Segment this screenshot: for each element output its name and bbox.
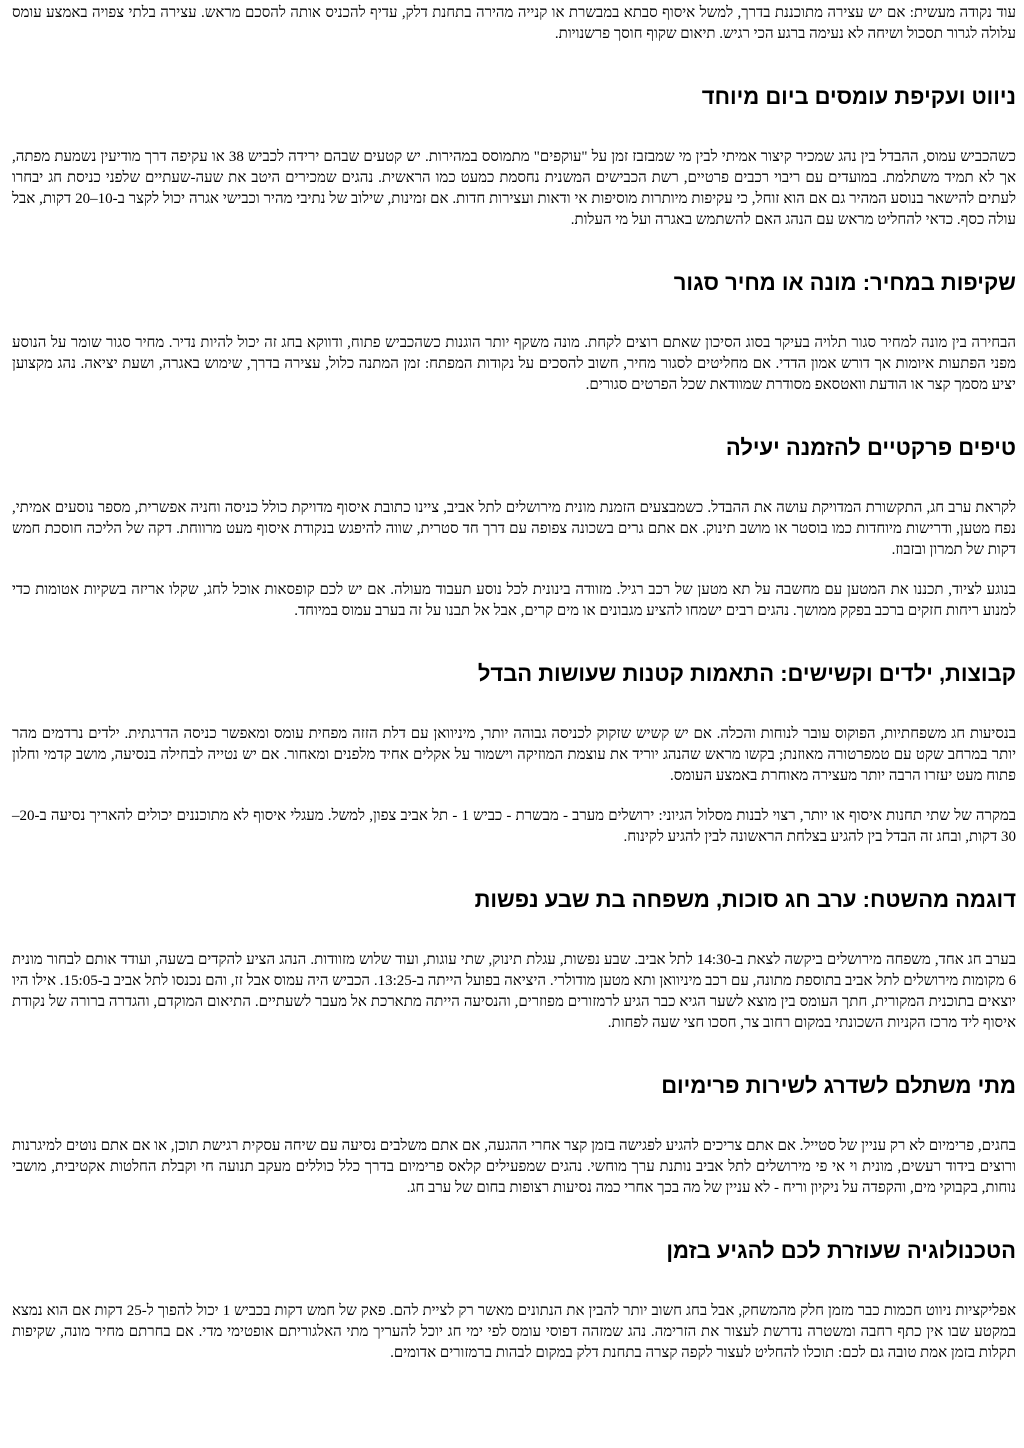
- section-paragraph: בנסיעות חג משפחתיות, הפוקוס עובר לנוחות והכלה. אם יש קשיש שזקוק לכניסה גבוהה יותר, מיניוואן עם דלת הזזה מפחית עומס ומאפשר כניסה הדרגתית. ילדים נרדמים מהר יותר במרחב שקט עם טמפרטורה מאוזנת; בקשו מראש שהנהג יוריד את עוצמת המוזיקה וישמור על אקלים אחיד מלפנים ומאחור. אם יש נטייה לבחילה בנסיעה, מושב קדמי וחלון פתוח מעט יעזרו הרבה יותר מעצירה מאוחרת באמצע העומס.: [12, 726, 1016, 784]
- section-paragraph: במקרה של שתי תחנות איסוף או יותר, רצוי לבנות מסלול הגיוני: ירושלים מערב - מבשרת - כביש 1 - תל אביב צפון, למשל. מעגלי איסוף לא מתוכננים יכולים להאריך נסיעה ב-20–30 דקות, ובחג זה הבדל בין להגיע בצלחת הראשונה לבין להגיע לקינוח.: [12, 808, 1016, 845]
- section-heading: ניווט ועקיפת עומסים ביום מיוחד: [701, 84, 1016, 109]
- section-paragraph: לקראת ערב חג, התקשורת המדויקת עושה את ההבדל. כשמבצעים הזמנת מונית מירושלים לתל אביב, ציינו כתובת איסוף מדויקת כולל כניסה וחניה אפשרית, מספר נוסעים אמיתי, נפח מטען, ודרישות מיוחדות כמו בוסטר או מושב תינוק. אם אתם גרים בשכונה צפופה עם דרך חד סטרית, שווה להיפגש בנקודת איסוף מעט מרווחת. דקה של הליכה חוסכת חמש דקות של תמרון ובזבוז.: [12, 500, 1016, 558]
- section-paragraph: בנוגע לציוד, תכננו את המטען עם מחשבה על תא מטען של רכב רגיל. מזוודה בינונית לכל נוסע תעבוד מעולה. אם יש לכם קופסאות אוכל לחג, שקלו אריזה בשקיות אטומות כדי למנוע ריחות חזקים ברכב בפקק ממושך. נהגים רבים ישמחו להציע מגבונים או מים קרים, אבל אל תבנו על זה בערב עמוס במיוחד.: [12, 582, 1016, 619]
- section-price-transparency: [12, 268, 1016, 396]
- section-paragraph: כשהכביש עמוס, ההבדל בין נהג שמכיר קיצור אמיתי לבין מי שמבזבז זמן על "עוקפים" מתמוסס במהירות. יש קטעים שבהם ירידה לכביש 38 או עקיפה דרך מודיעין נשמעת מפתה, אך לא תמיד משתלמת. במועדים עם ריבוי רכבים פרטיים, רשת הכבישים המשנית נחסמת כמעט כמו הראשית. נהגים שמכירים היטב את שעה-שעתיים שלפני כניסת חג יבחרו לעתים להישאר בנוסע המהיר גם אם הוא זוחל, כי עקיפות מיותרות מוסיפות אי ודאות ועצירות חדות. אם זמינות, שילוב של נתיבי מהיר וכבישי אגרה יכול לקצר ב-10–20 דקות, אבל עולה כסף. כדאי להחליט מראש עם הנהג האם להשתמש באגרה ועל מי העלות.: [12, 149, 1016, 228]
- intro-paragraph: עוד נקודה מעשית: אם יש עצירה מתוכננת בדרך, למשל איסוף סבתא במבשרת או קנייה מהירה בתחנת דלק, עדיף להכניס אותה להסכם מראש. עצירה בלתי צפויה באמצע עומס עלולה לגרור תסכול ושיחה לא נעימה ברגע הכי רגיש. תיאום שקוף חוסך פרשנויות.: [12, 5, 1016, 42]
- section-heading: דוגמה מהשטח: ערב חג סוכות, משפחה בת שבע נפשות: [474, 887, 1016, 912]
- section-paragraph: אפליקציות ניווט חכמות כבר מזמן חלק מהמשחק, אבל בחג חשוב יותר להבין את הנתונים מאשר רק לציית להם. פאק של חמש דקות בכביש 1 יכול להפוך ל-25 דקות אם הוא נמצא במקטע שבו אין כתף רחבה ומשטרה נדרשת לעצור את הזרימה. נהג שמזהה דפוסי עומס לפי ימי חג יוכל להעריך מתי האלגוריתם אופטימי מדי. אם בחרתם מחיר מונה, שקיפות תקלות בזמן אמת טובה גם לכם: תוכלו להחליט לעצור לקפה קצרה בתחנת דלק במקום לבהות ברמזורים אדומים.: [12, 1303, 1017, 1361]
- section-heading: קבוצות, ילדים וקשישים: התאמות קטנות שעושות הבדל: [477, 661, 1016, 686]
- section-paragraph: בערב חג אחד, משפחה מירושלים ביקשה לצאת ב-14:30 לתל אביב. שבע נפשות, עגלת תינוק, שתי עוגות, ועוד שלוש מזוודות. הנהג הציע להקדים בשעה, ועודד אותם לבחור מונית 6 מקומות מירושלים לתל אביב בתוספת מתונה, עם רכב מיניוואן ותא מטען מודולרי. היציאה בפועל הייתה ב-13:25. הכביש היה עמוס אבל זז, והם נכנסו לתל אביב ב-15:05. אילו היו יוצאים בתוכנית המקורית, חתך העומס בין מוצא לשער הגיא כבר הגיע לרמזורים מפוזרים, והנסיעה הייתה מתארכת אל מעבר לשעתיים. התיאום המוקדם, והגדרה ברורה של נקודת איסוף ליד מרכז הקניות השכונתי במקום רחוב צר, חסכו חצי שעה לפחות.: [12, 952, 1016, 1031]
- section-paragraph: הבחירה בין מונה למחיר סגור תלויה בעיקר בסוג הסיכון שאתם רוצים לקחת. מונה משקף יותר הוגנות כשהכביש פתוח, ודווקא בחג זה יכול להיות נדיר. מחיר סגור שומר על הנוסע מפני הפתעות איומות אך דורש אמון הדדי. אם מחליטים לסגור מחיר, חשוב להסכים על נקודות המפתח: זמן המתנה כלול, עצירה בדרך, שימוש באגרה, ושעת יציאה. נהג מקצוען יציע מסמך קצר או הודעת וואטסאפ מסודרת שמוודאת שכל הפרטים סגורים.: [12, 335, 1016, 393]
- section-heading: טיפים פרקטיים להזמנה יעילה: [725, 435, 1016, 460]
- section-premium-upgrade: [12, 1071, 1016, 1199]
- section-booking-tips: [12, 433, 1016, 622]
- section-field-example: [12, 885, 1016, 1034]
- section-heading: מתי משתלם לשדרג לשירות פרימיום: [661, 1073, 1016, 1098]
- section-heading: שקיפות במחיר: מונה או מחיר סגור: [673, 270, 1016, 295]
- section-technology: [12, 1236, 1016, 1364]
- section-groups-kids-elderly: [12, 659, 1016, 848]
- section-heading: הטכנולוגיה שעוזרת לכם להגיע בזמן: [666, 1238, 1016, 1263]
- section-paragraph: בחגים, פרימיום לא רק עניין של סטייל. אם אתם צריכים להגיע לפגישה בזמן קצר אחרי ההגעה, אם אתם משלבים נסיעה עם שיחה עסקית רגישת תוכן, או אם אתם נוטים למיגרנות ורוצים בידוד רעשים, מונית וי אי פי מירושלים לתל אביב נותנת ערך מוחשי. נהגים שמפעילים קלאס פרימיום בדרך כלל כוללים מעקב תנועה חי וקבלת החלטות אקטיבית, מושבי נוחות, בקבוקי מים, והקפדה על ניקיון וריח - לא עניין של מה בכך אחרי כמה נסיעות רצופות בחום של ערב חג.: [12, 1138, 1016, 1196]
- section-navigation-traffic: [12, 82, 1016, 231]
